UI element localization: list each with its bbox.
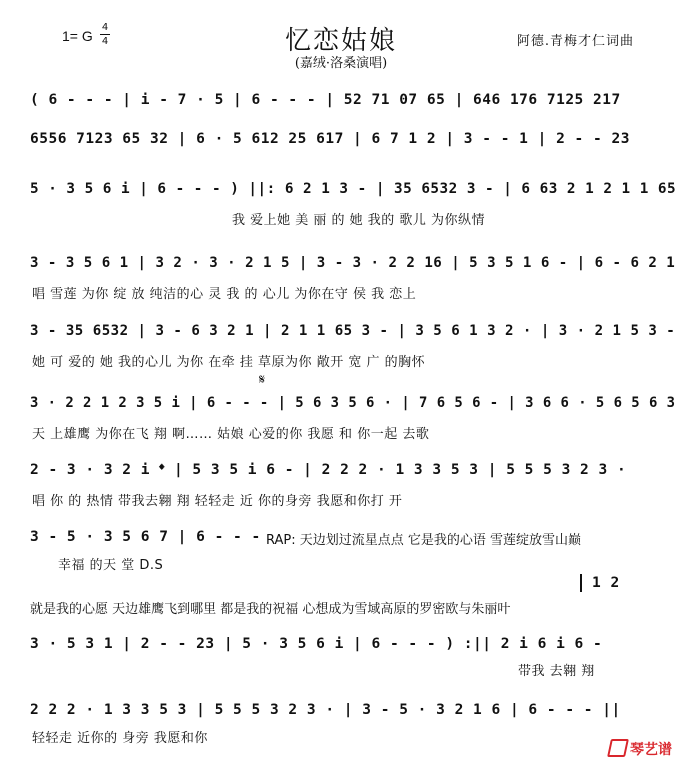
lyric-line-10: 带我 去翱 翔 bbox=[518, 664, 595, 679]
lyric-line-8: 幸福 的天 堂 D.S bbox=[58, 558, 164, 573]
lyric-line-5: 她 可 爱的 她 我的心儿 为你 在牵 挂 草原为你 敞开 宽 广 的胸怀 bbox=[32, 355, 426, 370]
notation-line-5: 3 - 35 6532 | 3 - 6 3 2 1 | 2 1 1 65 3 - | 3 5 6 1 3 2 · | 3 · 2 1 5 3 - bbox=[30, 323, 676, 339]
notation-line-8: 3 - 5 · 3 5 6 7 | 6 - - - bbox=[30, 529, 261, 545]
volta-number: 1 2 bbox=[592, 575, 620, 591]
song-title: 忆恋姑娘 bbox=[284, 26, 397, 56]
time-signature: 4 4 bbox=[101, 22, 109, 47]
lyric-line-7: 唱 你 的 热情 带我去翱 翔 轻轻走 近 你的身旁 我愿和你打 开 bbox=[32, 494, 403, 509]
segno-sign: 𝄋 bbox=[259, 372, 266, 388]
notation-line-4: 3 - 3 5 6 1 | 3 2 · 3 · 2 1 5 | 3 - 3 · 2 2 16 | 5 3 5 1 6 - | 6 - 6 2 1 bbox=[30, 255, 676, 271]
lyric-line-4: 唱 雪莲 为你 绽 放 纯洁的心 灵 我 的 心儿 为你在守 侯 我 恋上 bbox=[32, 287, 417, 302]
notation-line-2: 6556 7123 65 32 | 6 · 5 612 25 617 | 6 7 1 2 | 3 - - 1 | 2 - - 23 bbox=[30, 131, 630, 147]
watermark-logo: 琴艺谱 bbox=[609, 739, 672, 759]
lyric-line-3: 我 爱上她 美 丽 的 她 我的 歌儿 为你纵情 bbox=[232, 213, 486, 228]
lyric-line-6: 天 上雄鹰 为你在飞 翔 啊…… 姑娘 心爱的你 我愿 和 你一起 去歌 bbox=[32, 427, 430, 442]
lyric-line-11: 轻轻走 近你的 身旁 我愿和你 bbox=[32, 731, 208, 746]
logo-icon bbox=[607, 739, 629, 757]
notation-line-7: 2 - 3 · 3 2 i 𝄌 | 5 3 5 i 6 - | 2 2 2 · 1 3 3 5 3 | 5 5 5 3 2 3 · bbox=[30, 462, 627, 478]
rap-line-2: 就是我的心愿 天边雄鹰飞到哪里 都是我的祝福 心想成为雪域高原的罗密欧与朱丽叶 bbox=[30, 602, 511, 617]
notation-line-6: 3 · 2 2 1 2 3 5 i | 6 - - - | 5 6 3 5 6 · | 7 6 5 6 - | 3 6 6 · 5 6 5 6 3 bbox=[30, 395, 676, 411]
author-credit: 阿德.青梅才仁词曲 bbox=[516, 34, 634, 49]
singer-credit: (嘉绒·洛桑演唱) bbox=[294, 56, 388, 71]
notation-line-1: ( 6 - - - | i - 7 · 5 | 6 - - - | 52 71 07 65 | 646 176 7125 217 bbox=[30, 92, 621, 108]
notation-line-11: 2 2 2 · 1 3 3 5 3 | 5 5 5 3 2 3 · | 3 - 5 · 3 2 1 6 | 6 - - - || bbox=[30, 702, 621, 718]
notation-line-10: 3 · 5 3 1 | 2 - - 23 | 5 · 3 5 6 i | 6 - - - ) :|| 2 i 6 i 6 - bbox=[30, 636, 603, 652]
volta-bracket bbox=[580, 574, 582, 592]
notation-line-3: 5 · 3 5 6 i | 6 - - - ) ||: 6 2 1 3 - | 35 6532 3 - | 6 63 2 1 2 1 1 65 bbox=[30, 181, 677, 197]
rap-line-1: RAP: 天边划过流星点点 它是我的心语 雪莲绽放雪山巅 bbox=[266, 533, 582, 548]
key-signature: 1= G bbox=[62, 28, 93, 44]
